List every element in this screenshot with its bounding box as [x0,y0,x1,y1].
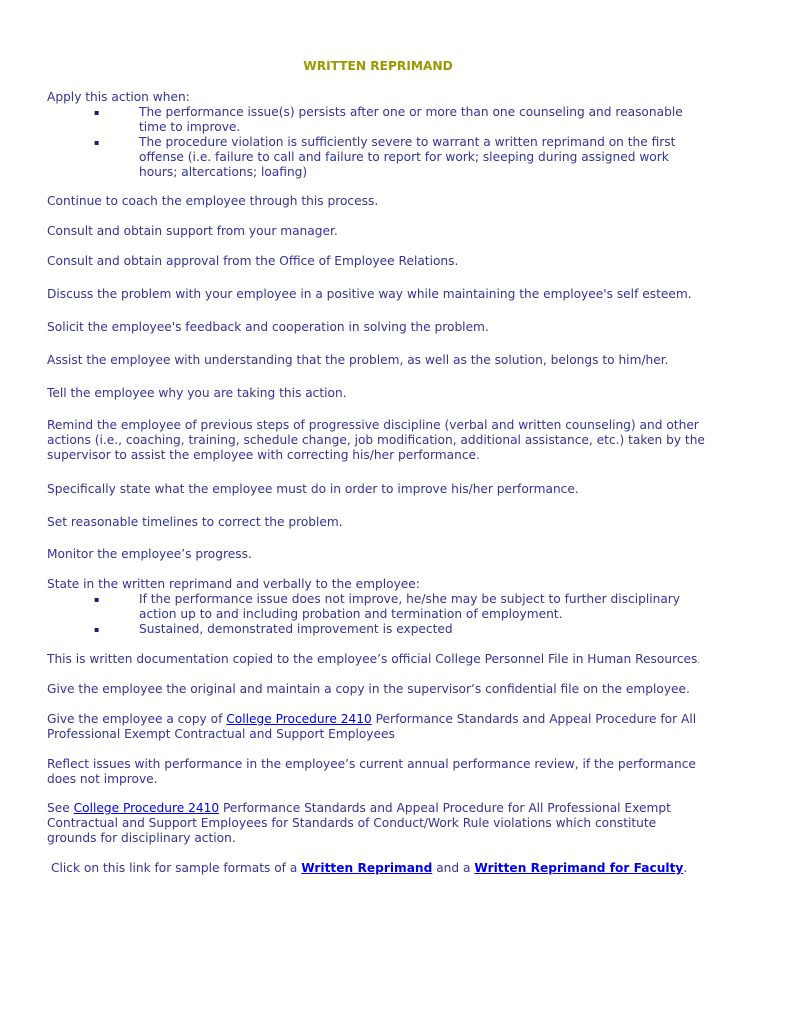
give-copy-post: Performance Standards and Appeal Procedure for All Professional Exempt Contractual and Support Employees [47,712,697,741]
remind-paragraph: Remind the employee of previous steps of progressive discipline (verbal and written counseling) and other actions (i.e., coaching, training, schedule change, job modification, additional assistance, etc.) taken by the supervisor to assist the employee with correcting his/her performance. [47,418,705,462]
consult-manager-paragraph: Consult and obtain support from your manager. [47,224,338,238]
see-post: Performance Standards and Appeal Procedure for All Professional Exempt Contractual and Support Employees for Standards of Conduct/Work Rule violations which constitute grounds for disciplinary action. [47,801,671,845]
bullet-text: Sustained, demonstrated improvement is expected [139,622,453,636]
apply-intro: Apply this action when: [47,90,190,104]
assist-paragraph: Assist the employee with understanding that the problem, as well as the solution, belongs to him/her. [47,353,669,367]
state-intro-paragraph: State in the written reprimand and verbally to the employee: [47,577,420,591]
bullet-icon: ▪ [94,625,100,634]
bullet-text: The procedure violation is sufficiently severe to warrant a written reprimand on the first offense (i.e. failure to call and failure to report for work; sleeping during assigned work hours; altercations; loafing) [139,135,676,179]
see-pre: See [47,801,74,815]
consult-oer-paragraph: Consult and obtain approval from the Office of Employee Relations. [47,254,459,268]
give-copy-pre: Give the employee a copy of [47,712,227,726]
bullet-icon: ▪ [94,138,100,147]
page-title: WRITTEN REPRIMAND [303,59,453,73]
college-procedure-2410-link[interactable]: College Procedure 2410 [73,801,220,815]
solicit-paragraph: Solicit the employee's feedback and cooperation in solving the problem. [47,320,489,334]
see-procedure-paragraph [47,801,707,846]
timelines-paragraph: Set reasonable timelines to correct the problem. [47,515,343,529]
click-end: . [683,861,688,875]
bullet-icon: ▪ [94,595,100,604]
coach-paragraph: Continue to coach the employee through this process. [47,194,379,208]
click-mid: and a [432,861,475,875]
sample-formats-paragraph [51,861,751,876]
written-reprimand-link[interactable]: Written Reprimand [301,861,433,875]
monitor-paragraph: Monitor the employee’s progress. [47,547,252,561]
bullet-text: If the performance issue does not improve, he/she may be subject to further disciplinary action up to and including probation and termination of employment. [139,592,681,621]
click-pre: Click on this link for sample formats of a [51,861,302,875]
specifically-paragraph: Specifically state what the employee must do in order to improve his/her performance. [47,482,579,496]
give-original-paragraph: Give the employee the original and maintain a copy in the supervisor’s confidential file on the employee. [47,682,690,696]
bullet-text: The performance issue(s) persists after one or more than one counseling and reasonable time to improve. [139,105,683,134]
discuss-paragraph: Discuss the problem with your employee in a positive way while maintaining the employee's self esteem. [47,287,692,301]
written-reprimand-faculty-link[interactable]: Written Reprimand for Faculty [474,861,684,875]
documentation-end: . [697,656,700,665]
college-procedure-2410-link[interactable]: College Procedure 2410 [226,712,372,726]
documentation-paragraph [47,652,747,668]
documentation-text: This is written documentation copied to the employee’s official College Personnel File in Human Resources [47,652,698,666]
bullet-icon: ▪ [94,108,100,117]
give-copy-paragraph [47,712,712,742]
tell-paragraph: Tell the employee why you are taking this action. [47,386,347,400]
reflect-paragraph: Reflect issues with performance in the employee’s current annual performance review, if the performance does not improve. [47,757,696,786]
